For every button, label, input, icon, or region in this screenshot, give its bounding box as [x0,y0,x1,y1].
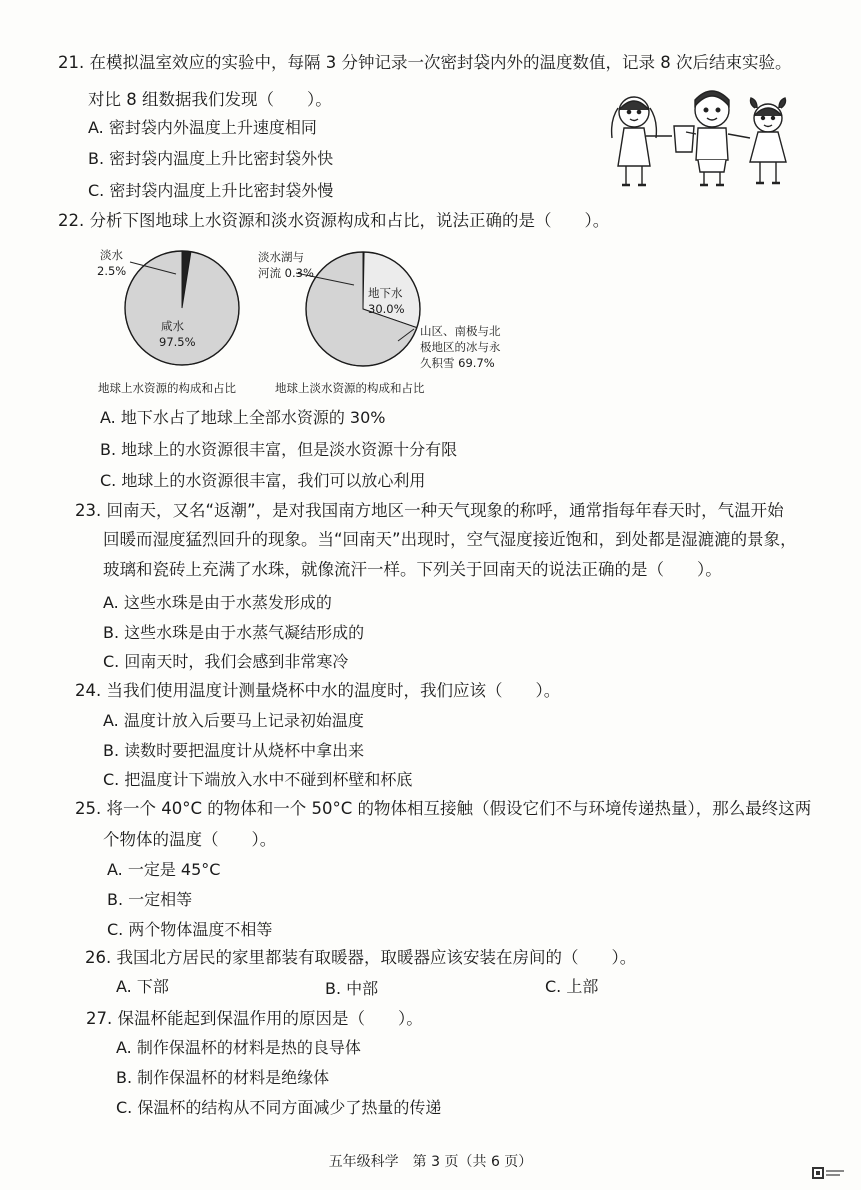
q25-option-c: C. 两个物体温度不相等 [107,920,273,939]
pie2-label-groundwater-name: 地下水 [368,286,403,300]
q21-stem-1: 21. 在模拟温室效应的实验中，每隔 3 分钟记录一次密封袋内外的温度数值，记录 8 次后结束实验。 [58,53,792,72]
q27-option-b: B. 制作保温杯的材料是绝缘体 [116,1068,330,1087]
q27-number: 27. [86,1009,113,1028]
q25-stem-2: 个物体的温度（ ）。 [103,830,277,849]
q26-number: 26. [85,948,112,967]
q22-number: 22. [58,211,85,230]
q21-option-b: B. 密封袋内温度上升比密封袋外快 [88,149,334,168]
pie2-label-ice-3: 久积雪 69.7% [420,356,495,370]
q23-option-c: C. 回南天时，我们会感到非常寒冷 [103,652,349,671]
q24-option-c: C. 把温度计下端放入水中不碰到杯壁和杯底 [103,770,413,789]
q24-number: 24. [75,681,102,700]
q27-stem: 27. 保温杯能起到保温作用的原因是（ ）。 [86,1009,423,1028]
q23-option-b: B. 这些水珠是由于水蒸气凝结形成的 [103,623,365,642]
q22-option-a: A. 地下水占了地球上全部水资源的 30% [100,408,386,427]
q23-option-a: A. 这些水珠是由于水蒸发形成的 [103,593,332,612]
pie1-title: 地球上水资源的构成和占比 [98,381,236,395]
q22-option-b: B. 地球上的水资源很丰富，但是淡水资源十分有限 [100,440,458,459]
q22-option-c: C. 地球上的水资源很丰富，我们可以放心利用 [100,471,426,490]
q24-option-b: B. 读数时要把温度计从烧杯中拿出来 [103,741,365,760]
pie1-label-freshwater-pct: 2.5% [97,264,127,278]
q21-stem-2: 对比 8 组数据我们发现（ ）。 [88,90,332,109]
page-footer: 五年级科学 第 3 页（共 6 页） [328,1154,533,1170]
pie2-title: 地球上淡水资源的构成和占比 [275,381,425,395]
q24-option-a: A. 温度计放入后要马上记录初始温度 [103,711,364,730]
q26-option-b: B. 中部 [325,979,379,998]
pie2-label-groundwater-pct: 30.0% [368,302,405,316]
q27-option-a: A. 制作保温杯的材料是热的良导体 [116,1038,361,1057]
q26-stem: 26. 我国北方居民的家里都装有取暖器，取暖器应该安装在房间的（ ）。 [85,948,637,967]
q25-number: 25. [75,799,102,818]
pie2-label-ice-2: 极地区的冰与永 [420,340,501,354]
pie2-label-ice-1: 山区、南极与北 [420,324,501,338]
q25-option-b: B. 一定相等 [107,890,193,909]
q23-stem-2: 回暖而湿度猛烈回升的现象。当“回南天”出现时，空气湿度接近饱和，到处都是湿漉漉的景象， [103,530,797,549]
q27-option-c: C. 保温杯的结构从不同方面减少了热量的传递 [116,1098,442,1117]
pie1-label-freshwater-name: 淡水 [100,248,123,262]
children-illustration [600,88,805,192]
q23-stem-1: 23. 回南天，又名“返潮”，是对我国南方地区一种天气现象的称呼，通常指每年春天时，气温开始 [75,501,784,520]
q23-stem-3: 玻璃和瓷砖上充满了水珠，就像流汗一样。下列关于回南天的说法正确的是（ ）。 [103,560,722,579]
q25-stem-1: 25. 将一个 40°C 的物体和一个 50°C 的物体相互接触（假设它们不与环境传递热量），那么最终这两 [75,799,812,818]
q21-number: 21. [58,53,85,72]
q22-stem: 22. 分析下图地球上水资源和淡水资源构成和占比，说法正确的是（ ）。 [58,211,610,230]
pie1-label-saltwater-name: 咸水 [161,319,184,333]
q25-option-a: A. 一定是 45°C [107,860,221,879]
q21-option-a: A. 密封袋内外温度上升速度相同 [88,118,317,137]
q26-option-a: A. 下部 [116,977,169,996]
pie2-label-lakes-2: 河流 0.3% [258,266,314,280]
pie1-label-saltwater-pct: 97.5% [159,335,196,349]
watermark-logo-icon [812,1167,844,1181]
q21-option-c: C. 密封袋内温度上升比密封袋外慢 [88,181,334,200]
q23-number: 23. [75,501,102,520]
q26-option-c: C. 上部 [545,977,599,996]
pie2-label-lakes-1: 淡水湖与 [258,250,304,264]
q24-stem: 24. 当我们使用温度计测量烧杯中水的温度时，我们应该（ ）。 [75,681,561,700]
